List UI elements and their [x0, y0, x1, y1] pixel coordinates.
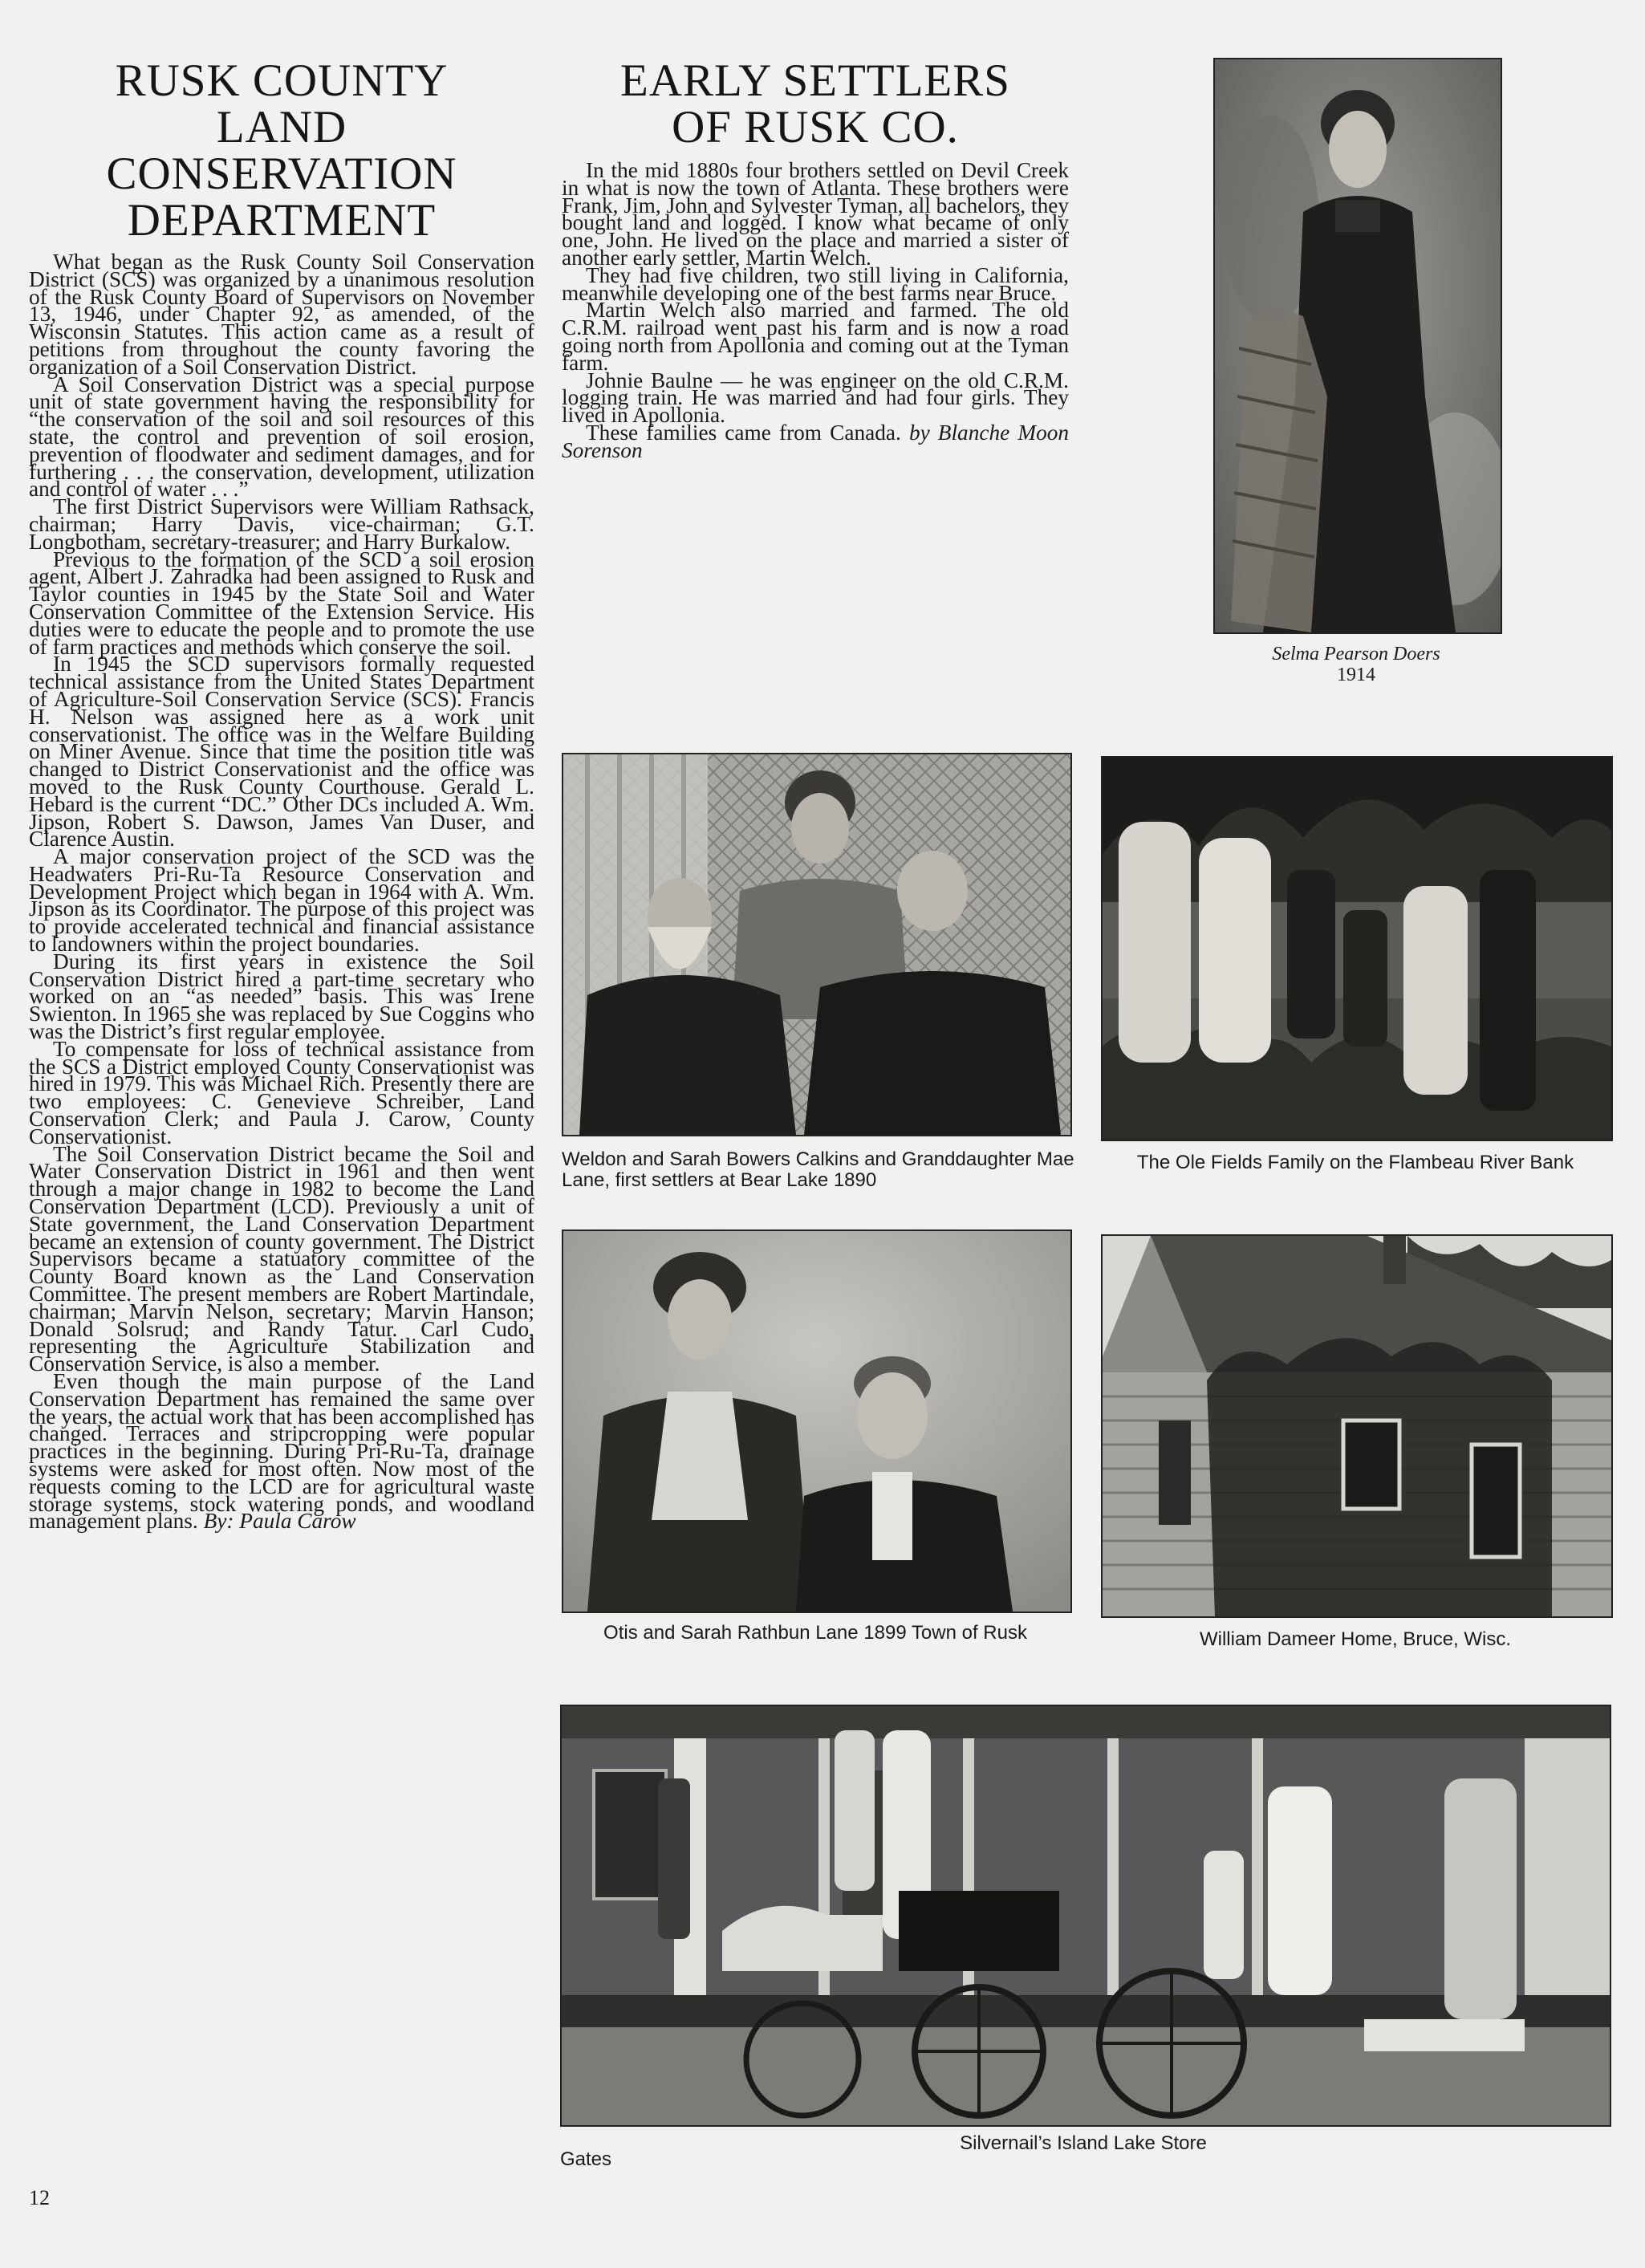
photo-lane-couple	[562, 1230, 1072, 1613]
paragraph: Johnie Baulne — he was engineer on the old C.R.M. logging train. He was married and had four girls. They lived in Apollonia.	[562, 368, 1069, 428]
byline: By: Paula Carow	[203, 1509, 356, 1534]
paragraph: What began as the Rusk County Soil Conservation District (SCS) was organized by a unanimous resolution of the Rusk County Board of Supervisors on November 13, 1946, under Chapter 92, as amended, of the Wisconsin Statutes. This action came as a result of petitions from throughout the county favoring the organization of a Soil Conservation District.	[29, 250, 534, 379]
paragraph: In 1945 the SCD supervisors formally requested technical assistance from the United States Department of Agriculture-Soil Conservation Service (SCS). Francis H. Nelson was assigned here as a work unit conservationist. The office was in the Welfare Building on Miner Avenue. Since that time the position title was changed to District Conservationist and the office was moved to the Rusk County Courthouse. Gerald L. Hebard is the current “DC.” Other DCs included A. Wm. Jipson, Robert S. Dawson, James Van Duser, and Clarence Austin.	[29, 652, 534, 852]
paragraph: They had five children, two still living in California, meanwhile developing one of the best farms near Bruce.	[562, 262, 1069, 305]
caption-lane: Otis and Sarah Rathbun Lane 1899 Town of Rusk	[603, 1622, 1027, 1644]
photo-calkins-family	[562, 753, 1072, 1136]
paragraph: In the mid 1880s four brothers settled on Devil Creek in what is now the town of Atlanta. These brothers were Frank, Jim, John and Sylvester Tyman, all bachelors, they bought land and logged. I know what became of only one, John. He lived on the place and married a sister of another early settler, Martin Welch.	[562, 158, 1069, 270]
right-article-title: EARLY SETTLERS OF RUSK CO.	[620, 55, 1010, 152]
caption-calkins: Weldon and Sarah Bowers Calkins and Granddaughter Mae Lane, first settlers at Bear Lake 1890	[562, 1148, 1074, 1191]
left-article-body	[29, 250, 534, 1534]
caption-selma	[1213, 644, 1499, 685]
paragraph	[562, 420, 1070, 462]
photo-selma-pearson-doers	[1213, 58, 1502, 634]
page-number: 12	[29, 2186, 50, 2209]
paragraph: During its first years in existence the Soil Conservation District hired a part-time secretary who worked on an “as needed” basis. This was Irene Swienton. In 1965 she was replaced by Sue Coggins who was the District’s first regular employee.	[29, 949, 534, 1044]
paragraph	[29, 1369, 534, 1534]
photo-ole-fields-family	[1101, 756, 1613, 1141]
paragraph-text: Even though the main purpose of the Land Conservation Department has remained the same over the years, the actual work that has been accomplished has changed. Terraces and stripcropping were popular practices in the beginning. During Pri-Ru-Ta, drainage systems were asked for most often. Now most of the requests coming to the LCD are for agricultural waste storage systems, stock watering ponds, and woodland management plans.	[29, 1369, 534, 1534]
paragraph: A major conservation project of the SCD was the Headwaters Pri-Ru-Ta Resource Conservation and Development Project which began in 1964 with A. Wm. Jipson as its Coordinator. The purpose of this project was to provide accelerated technical and financial assistance to landowners within the project boundaries.	[29, 844, 534, 957]
caption-name: Selma Pearson Doers	[1272, 644, 1440, 665]
photo-dameer-home	[1101, 1234, 1613, 1618]
photo-island-lake-store	[560, 1705, 1611, 2127]
caption-year: 1914	[1337, 665, 1375, 685]
paragraph: The first District Supervisors were William Rathsack, chairman; Harry Davis, vice-chairman; G.T. Longbotham, secretary-treasurer; and Harry Burkalow.	[29, 494, 534, 554]
right-article-body	[562, 158, 1070, 462]
right-article	[562, 55, 1070, 462]
paragraph: Martin Welch also married and farmed. The old C.R.M. railroad went past his farm and is now a road going north from Apollonia and coming out at the Tyman farm.	[562, 298, 1069, 375]
paragraph: To compensate for loss of technical assistance from the SCS a District employed County Conservationist was hired in 1979. This was Michael Rich. Presently there are two employees: C. Genevieve Schreiber, Land Conservation Clerk; and Paula J. Carow, County Conservationist.	[29, 1036, 534, 1148]
caption-fields: The Ole Fields Family on the Flambeau River Bank	[1136, 1152, 1574, 1173]
paragraph: Previous to the formation of the SCD a soil erosion agent, Albert J. Zahradka had been assigned to Rusk and Taylor counties in 1945 by the State Soil and Water Conservation Committee of the Extension Service. His duties were to educate the people and to promote the use of farm practices and methods which conserve the soil.	[29, 547, 534, 659]
left-article-title: RUSK COUNTY LAND CONSERVATION DEPARTMENT	[106, 55, 457, 246]
byline: by Blanche Moon Sorenson	[562, 420, 1070, 462]
caption-dameer: William Dameer Home, Bruce, Wisc.	[1199, 1628, 1512, 1650]
paragraph-text: These families came from Canada.	[586, 420, 901, 445]
left-article	[29, 55, 534, 1534]
caption-island-lake-store: Silvernail’s Island Lake Store	[960, 2132, 1207, 2154]
paragraph: The Soil Conservation District became the Soil and Water Conservation District in 1961 and then went through a major change in 1982 to become the Land Conservation Department (LCD). Previously a unit of State government, the Land Conservation Department became an extension of county government. The District Supervisors became a statuatory committee of the County Board known as the Land Conservation Committee. The present members are Robert Martindale, chairman; Marvin Nelson, secretary; Marvin Hanson; Donald Solsrud; and Randy Tatur. Carl Cudo, representing the Agriculture Stabilization and Conservation Service, is also a member.	[29, 1141, 534, 1376]
paragraph: A Soil Conservation District was a special purpose unit of state government having the responsibility for “the conservation of the soil and soil resources of this state, the control and prevention of soil erosion, prevention of floodwater and sediment damages, and for furthering . . . the conservation, development, utilization and control of water . . .”	[29, 372, 534, 502]
caption-gates: Gates	[560, 2148, 612, 2170]
